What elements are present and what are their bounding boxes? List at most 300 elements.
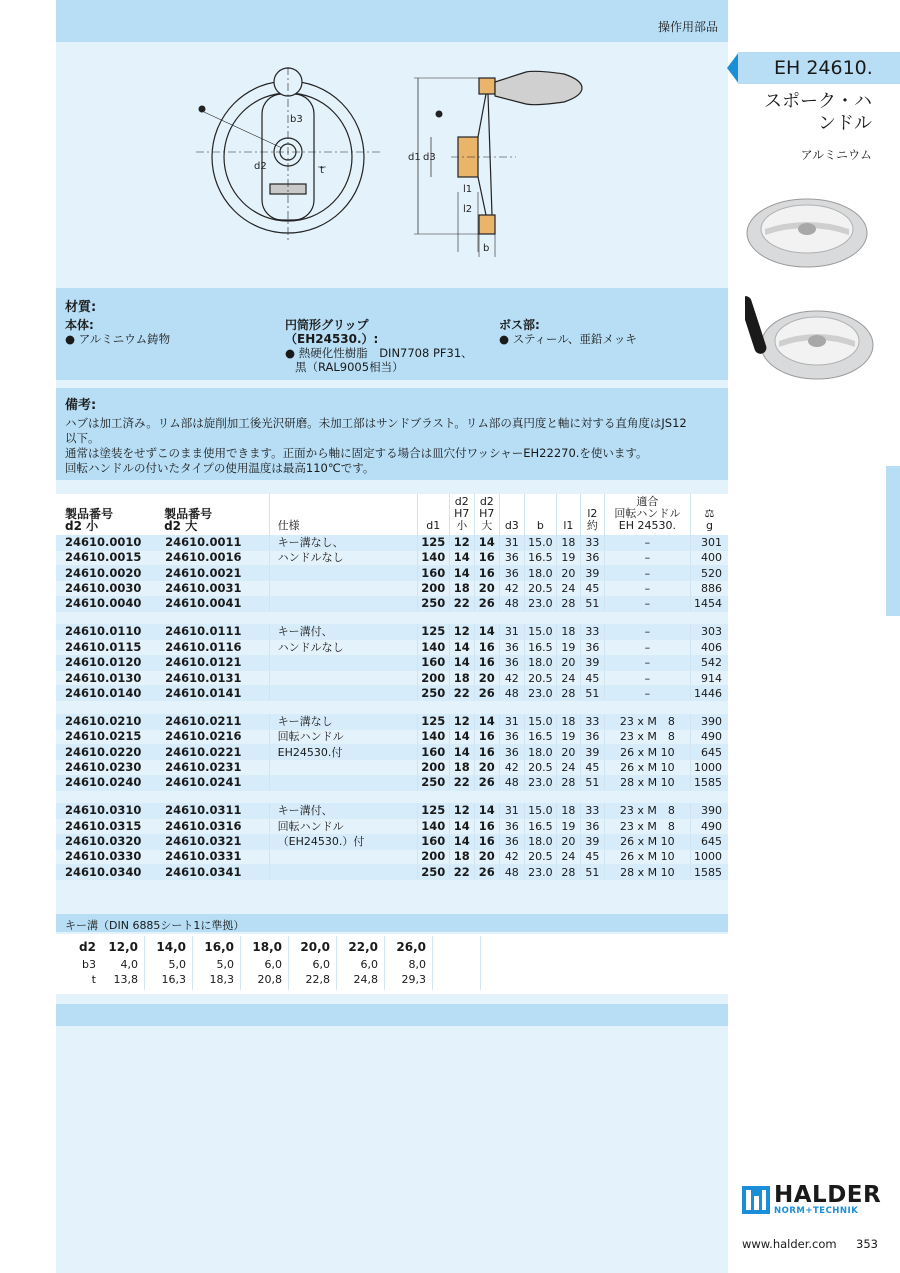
- table-row: [56, 581, 728, 596]
- table-cell: キー溝付、: [269, 803, 417, 818]
- label-l1: l1: [463, 184, 473, 195]
- page-number: 353: [856, 1237, 878, 1251]
- table-cell: 1585: [690, 865, 728, 880]
- table-row: [56, 834, 728, 849]
- materials-section: [56, 288, 728, 380]
- table-cell: 20: [556, 655, 580, 670]
- keyway-value: 20,8: [257, 973, 282, 986]
- table-cell: 12: [449, 535, 474, 550]
- table-cell: 45: [580, 849, 604, 864]
- table-cell: 20: [556, 745, 580, 760]
- table-cell: 16: [474, 550, 499, 565]
- table-cell: 36: [499, 640, 524, 655]
- materials-boss: [499, 318, 637, 346]
- table-cell: 14: [474, 535, 499, 550]
- table-cell: 18.0: [524, 566, 556, 581]
- keyway-divider: [336, 936, 337, 990]
- materials-grip-item: ● 熱硬化性樹脂 DIN7708 PF31、: [285, 346, 473, 360]
- weight-icon: ⚖: [704, 507, 715, 520]
- keyway-value: 8,0: [408, 958, 426, 971]
- table-cell: [269, 596, 417, 611]
- table-cell: 24610.0330: [56, 849, 162, 864]
- table-cell: 18: [449, 849, 474, 864]
- table-cell: 26 x M 10: [604, 834, 690, 849]
- col-header-d3: d3: [499, 494, 524, 535]
- keyway-value: 4,0: [120, 958, 138, 971]
- product-title-line1: スポーク・ハ: [764, 91, 872, 112]
- table-row: [56, 865, 728, 880]
- table-cell: 24610.0340: [56, 865, 162, 880]
- table-cell: 24: [556, 760, 580, 775]
- keyway-title: キー溝（DIN 6885シート1に準拠）: [65, 919, 245, 932]
- keyway-value: 6,0: [312, 958, 330, 971]
- table-cell: 160: [417, 655, 449, 670]
- table-cell: 14: [449, 834, 474, 849]
- table-cell: 24610.0010: [56, 535, 162, 550]
- materials-title: 材質:: [65, 300, 97, 315]
- table-cell: 33: [580, 714, 604, 729]
- table-cell: 1000: [690, 760, 728, 775]
- keyway-row: [56, 973, 476, 987]
- keyway-value: 6,0: [360, 958, 378, 971]
- table-cell: 24610.0030: [56, 581, 162, 596]
- product-title-line2: ンドル: [818, 113, 872, 134]
- keyway-value: 16,0: [204, 940, 234, 954]
- table-cell: 16: [474, 655, 499, 670]
- table-cell: 51: [580, 686, 604, 701]
- table-cell: 125: [417, 714, 449, 729]
- keyway-value: 6,0: [264, 958, 282, 971]
- table-cell: 24610.0216: [162, 729, 269, 744]
- table-cell: 18: [556, 624, 580, 639]
- col-header-spec: 仕様: [269, 494, 417, 535]
- table-cell: 36: [499, 655, 524, 670]
- notes-section: [56, 388, 728, 480]
- table-cell: 28: [556, 686, 580, 701]
- table-row: [56, 775, 728, 790]
- table-row: [56, 624, 728, 639]
- table-row: [56, 566, 728, 581]
- col-header-weight: ⚖ g: [690, 494, 728, 535]
- keyway-value: 26,0: [396, 940, 426, 954]
- table-cell: 20: [474, 670, 499, 685]
- table-row: [56, 849, 728, 864]
- table-cell: 12: [449, 714, 474, 729]
- notes-line: ハブは加工済み。リム部は旋削加工後光沢研磨。未加工部はサンドブラスト。リム部の真円度と軸に対する直角度はJS12: [65, 416, 687, 430]
- keyway-value: 18,3: [209, 973, 234, 986]
- table-cell: 24: [556, 670, 580, 685]
- table-cell: [269, 670, 417, 685]
- logo-sub: NORM+TECHNIK: [774, 1206, 859, 1216]
- table-cell: 18: [449, 760, 474, 775]
- table-cell: 16: [474, 566, 499, 581]
- rim-section-bottom: [479, 215, 495, 234]
- table-cell: 24610.0215: [56, 729, 162, 744]
- table-row: [56, 745, 728, 760]
- keyway-value: 29,3: [401, 973, 426, 986]
- table-cell: 18: [556, 803, 580, 818]
- table-cell: 160: [417, 834, 449, 849]
- table-cell: 22: [449, 775, 474, 790]
- table-cell: 406: [690, 640, 728, 655]
- keyway-divider: [240, 936, 241, 990]
- table-cell: 26: [474, 686, 499, 701]
- product-material: アルミニウム: [800, 148, 872, 162]
- table-cell: 48: [499, 596, 524, 611]
- keyway-value: 14,0: [156, 940, 186, 954]
- table-cell: 24610.0016: [162, 550, 269, 565]
- table-cell: 200: [417, 760, 449, 775]
- model-code-box: [738, 52, 900, 84]
- table-cell: EH24530.付: [269, 745, 417, 760]
- table-cell: 1000: [690, 849, 728, 864]
- section-tab: [886, 466, 900, 616]
- rim-section-top: [479, 78, 495, 94]
- table-cell: 33: [580, 624, 604, 639]
- logo-icon: [742, 1186, 770, 1214]
- table-cell: 160: [417, 745, 449, 760]
- table-cell: –: [604, 596, 690, 611]
- table-cell: [269, 775, 417, 790]
- table-cell: 24610.0311: [162, 803, 269, 818]
- table-cell: –: [604, 550, 690, 565]
- footer-strip: [56, 1004, 728, 1026]
- table-cell: 16: [474, 819, 499, 834]
- table-cell: 20: [474, 581, 499, 596]
- table-cell: 26: [474, 775, 499, 790]
- category-header: [56, 0, 728, 42]
- keyway-value: 5,0: [216, 958, 234, 971]
- keyway-value: 5,0: [168, 958, 186, 971]
- table-cell: 23 x M 8: [604, 803, 690, 818]
- table-cell: 26 x M 10: [604, 745, 690, 760]
- table-cell: 26 x M 10: [604, 760, 690, 775]
- table-cell: 24610.0210: [56, 714, 162, 729]
- table-cell: [269, 655, 417, 670]
- materials-grip-title: 円筒形グリップ: [285, 318, 369, 332]
- table-cell: 45: [580, 670, 604, 685]
- keyway-divider: [480, 936, 481, 990]
- table-cell: 24610.0141: [162, 686, 269, 701]
- table-cell: 14: [474, 714, 499, 729]
- table-cell: 23.0: [524, 596, 556, 611]
- table-cell: 48: [499, 775, 524, 790]
- table-cell: 23 x M 8: [604, 729, 690, 744]
- website-link[interactable]: www.halder.com: [742, 1237, 837, 1251]
- product-title: [722, 91, 872, 135]
- label-t: t: [320, 165, 324, 176]
- table-cell: 400: [690, 550, 728, 565]
- table-cell: 1585: [690, 775, 728, 790]
- table-cell: 48: [499, 686, 524, 701]
- table-cell: 125: [417, 624, 449, 639]
- col-header-l1: l1: [556, 494, 580, 535]
- table-cell: キー溝なし: [269, 714, 417, 729]
- table-cell: 24610.0130: [56, 670, 162, 685]
- table-row: [56, 535, 728, 550]
- table-cell: 140: [417, 640, 449, 655]
- table-cell: 24610.0120: [56, 655, 162, 670]
- table-cell: 20: [474, 849, 499, 864]
- table-cell: 14: [449, 729, 474, 744]
- table-cell: 24610.0220: [56, 745, 162, 760]
- table-cell: 28: [556, 596, 580, 611]
- table-cell: 200: [417, 581, 449, 596]
- table-cell: 14: [449, 566, 474, 581]
- table-cell: 542: [690, 655, 728, 670]
- label-l2: l2: [463, 204, 473, 215]
- table-row: [56, 640, 728, 655]
- wheel-photo-1: [747, 199, 867, 267]
- table-cell: キー溝付、: [269, 624, 417, 639]
- col-header-small: 製品番号 d2 小: [56, 494, 162, 535]
- table-cell: 24610.0131: [162, 670, 269, 685]
- table-cell: 23.0: [524, 865, 556, 880]
- drawing-svg: [56, 52, 728, 278]
- table-cell: 28: [556, 775, 580, 790]
- col-header-handle: 適合 回転ハンドル EH 24530.: [604, 494, 690, 535]
- materials-grip-title2: （EH24530.）:: [285, 332, 379, 346]
- col-header-b: b: [524, 494, 556, 535]
- table-cell: 14: [449, 640, 474, 655]
- table-cell: 16.5: [524, 729, 556, 744]
- table-row: [56, 819, 728, 834]
- table-cell: 16.5: [524, 819, 556, 834]
- datum-marker-side: [436, 111, 443, 118]
- table-cell: 14: [449, 550, 474, 565]
- table-cell: 36: [499, 834, 524, 849]
- keyway-row-label: b3: [82, 958, 96, 971]
- table-cell: [269, 686, 417, 701]
- table-cell: 33: [580, 535, 604, 550]
- table-cell: 39: [580, 834, 604, 849]
- table-cell: 20.5: [524, 581, 556, 596]
- category-label: 操作用部品: [657, 20, 718, 34]
- table-cell: 24610.0231: [162, 760, 269, 775]
- table-cell: 19: [556, 640, 580, 655]
- table-cell: 16.5: [524, 640, 556, 655]
- table-row: [56, 714, 728, 729]
- table-cell: 24: [556, 581, 580, 596]
- keyway-value: 22,8: [305, 973, 330, 986]
- materials-body-item: ● アルミニウム鋳物: [65, 332, 171, 346]
- table-cell: 250: [417, 686, 449, 701]
- keyway-value: 18,0: [252, 940, 282, 954]
- table-cell: –: [604, 624, 690, 639]
- table-cell: 26 x M 10: [604, 849, 690, 864]
- table-cell: [269, 849, 417, 864]
- table-cell: 22: [449, 865, 474, 880]
- handle-grip: [495, 71, 582, 104]
- table-cell: 39: [580, 655, 604, 670]
- keyway-value: 20,0: [300, 940, 330, 954]
- table-cell: 20.5: [524, 849, 556, 864]
- materials-body-title: 本体:: [65, 318, 94, 332]
- datum-marker: [199, 106, 206, 113]
- table-cell: 20: [474, 760, 499, 775]
- table-cell: 390: [690, 803, 728, 818]
- keyway-divider: [144, 936, 145, 990]
- table-row: [56, 670, 728, 685]
- table-cell: 250: [417, 865, 449, 880]
- table-cell: 24610.0221: [162, 745, 269, 760]
- table-cell: ハンドルなし: [269, 550, 417, 565]
- table-cell: 200: [417, 670, 449, 685]
- label-b: b: [483, 243, 490, 254]
- table-cell: 24610.0241: [162, 775, 269, 790]
- materials-body: [65, 318, 170, 346]
- table-cell: 36: [499, 819, 524, 834]
- table-cell: 24610.0015: [56, 550, 162, 565]
- table-cell: 22: [449, 686, 474, 701]
- table-cell: 20: [556, 834, 580, 849]
- table-cell: 24610.0111: [162, 624, 269, 639]
- notes-line: 回転ハンドルの付いたタイプの使用温度は最高110℃です。: [65, 461, 375, 475]
- table-cell: 24610.0211: [162, 714, 269, 729]
- table-cell: 22: [449, 596, 474, 611]
- table-cell: 28 x M 10: [604, 775, 690, 790]
- model-code: EH 24610.: [774, 57, 873, 79]
- table-cell: 16: [474, 729, 499, 744]
- table-cell: 36: [499, 729, 524, 744]
- table-cell: 36: [499, 745, 524, 760]
- group-separator: [56, 790, 728, 803]
- keyway-row-label: d2: [79, 940, 96, 954]
- table-cell: 12: [449, 624, 474, 639]
- table-cell: 1454: [690, 596, 728, 611]
- table-cell: 31: [499, 535, 524, 550]
- table-cell: 28: [556, 865, 580, 880]
- table-cell: 18.0: [524, 655, 556, 670]
- label-d2: d2: [254, 161, 267, 172]
- keyway-value: 13,8: [113, 973, 138, 986]
- table-cell: 24610.0021: [162, 566, 269, 581]
- table-cell: 24610.0020: [56, 566, 162, 581]
- table-cell: 250: [417, 596, 449, 611]
- table-cell: 390: [690, 714, 728, 729]
- table-cell: 18.0: [524, 834, 556, 849]
- table-cell: 303: [690, 624, 728, 639]
- table-cell: –: [604, 581, 690, 596]
- table-cell: [269, 566, 417, 581]
- table-cell: –: [604, 655, 690, 670]
- table-cell: 24610.0011: [162, 535, 269, 550]
- table-cell: 19: [556, 550, 580, 565]
- table-cell: 645: [690, 834, 728, 849]
- table-cell: –: [604, 566, 690, 581]
- table-row: [56, 550, 728, 565]
- table-cell: 24610.0031: [162, 581, 269, 596]
- col-header-l2: l2 約: [580, 494, 604, 535]
- table-cell: 36: [499, 550, 524, 565]
- table-cell: 31: [499, 624, 524, 639]
- table-cell: 18: [556, 535, 580, 550]
- table-cell: 24610.0240: [56, 775, 162, 790]
- table-cell: 1446: [690, 686, 728, 701]
- table-cell: [269, 760, 417, 775]
- table-cell: ハンドルなし: [269, 640, 417, 655]
- table-cell: 24610.0331: [162, 849, 269, 864]
- table-cell: 39: [580, 566, 604, 581]
- table-cell: キー溝なし、: [269, 535, 417, 550]
- keyway-header: [56, 914, 728, 932]
- table-cell: 24610.0140: [56, 686, 162, 701]
- table-cell: 23 x M 8: [604, 714, 690, 729]
- table-cell: 24610.0316: [162, 819, 269, 834]
- keyway-table: [56, 934, 728, 994]
- table-cell: 14: [449, 819, 474, 834]
- table-cell: 42: [499, 849, 524, 864]
- table-cell: 15.0: [524, 624, 556, 639]
- materials-boss-item: ● スティール、亜鉛メッキ: [499, 332, 637, 346]
- table-cell: 24610.0115: [56, 640, 162, 655]
- table-cell: 14: [449, 745, 474, 760]
- table-cell: 490: [690, 729, 728, 744]
- table-cell: 140: [417, 729, 449, 744]
- table-cell: 回転ハンドル: [269, 729, 417, 744]
- materials-grip-item2: 黒（RAL9005相当）: [295, 360, 404, 374]
- group-separator: [56, 611, 728, 624]
- table-cell: 14: [474, 624, 499, 639]
- table-cell: 42: [499, 760, 524, 775]
- table-cell: 51: [580, 865, 604, 880]
- table-cell: 回転ハンドル: [269, 819, 417, 834]
- keyway-value: 12,0: [108, 940, 138, 954]
- table-row: [56, 729, 728, 744]
- label-d1: d1: [408, 152, 421, 163]
- table-cell: 26: [474, 865, 499, 880]
- table-cell: 18: [556, 714, 580, 729]
- table-cell: 24610.0315: [56, 819, 162, 834]
- table-cell: 18.0: [524, 745, 556, 760]
- table-cell: 520: [690, 566, 728, 581]
- table-cell: 24610.0310: [56, 803, 162, 818]
- table-cell: 42: [499, 670, 524, 685]
- table-cell: 36: [580, 729, 604, 744]
- table-cell: 20: [556, 566, 580, 581]
- table-cell: 125: [417, 803, 449, 818]
- keyway-divider: [192, 936, 193, 990]
- table-cell: 48: [499, 865, 524, 880]
- notes-line: 通常は塗装をせずこのまま使用できます。正面から軸に固定する場合は皿穴付ワッシャーEH22270.を使います。: [65, 446, 648, 460]
- table-cell: 160: [417, 566, 449, 581]
- table-cell: 39: [580, 745, 604, 760]
- table-cell: 45: [580, 760, 604, 775]
- group-separator: [56, 880, 728, 893]
- table-row: [56, 803, 728, 818]
- keyway-value: 24,8: [353, 973, 378, 986]
- table-cell: 23.0: [524, 775, 556, 790]
- table-cell: 24610.0110: [56, 624, 162, 639]
- table-cell: 24610.0341: [162, 865, 269, 880]
- table-cell: 12: [449, 803, 474, 818]
- notes-line: 以下。: [65, 431, 100, 445]
- table-cell: 24: [556, 849, 580, 864]
- col-header-d2-small: d2 H7 小: [449, 494, 474, 535]
- table-cell: 301: [690, 535, 728, 550]
- keyway-row: [56, 940, 476, 954]
- table-row: [56, 655, 728, 670]
- table-cell: 36: [580, 819, 604, 834]
- table-cell: 23 x M 8: [604, 819, 690, 834]
- table-cell: 24610.0116: [162, 640, 269, 655]
- table-cell: 140: [417, 550, 449, 565]
- table-cell: 16.5: [524, 550, 556, 565]
- table-cell: 24610.0230: [56, 760, 162, 775]
- table-cell: 16: [474, 640, 499, 655]
- table-cell: –: [604, 686, 690, 701]
- table-cell: 24610.0041: [162, 596, 269, 611]
